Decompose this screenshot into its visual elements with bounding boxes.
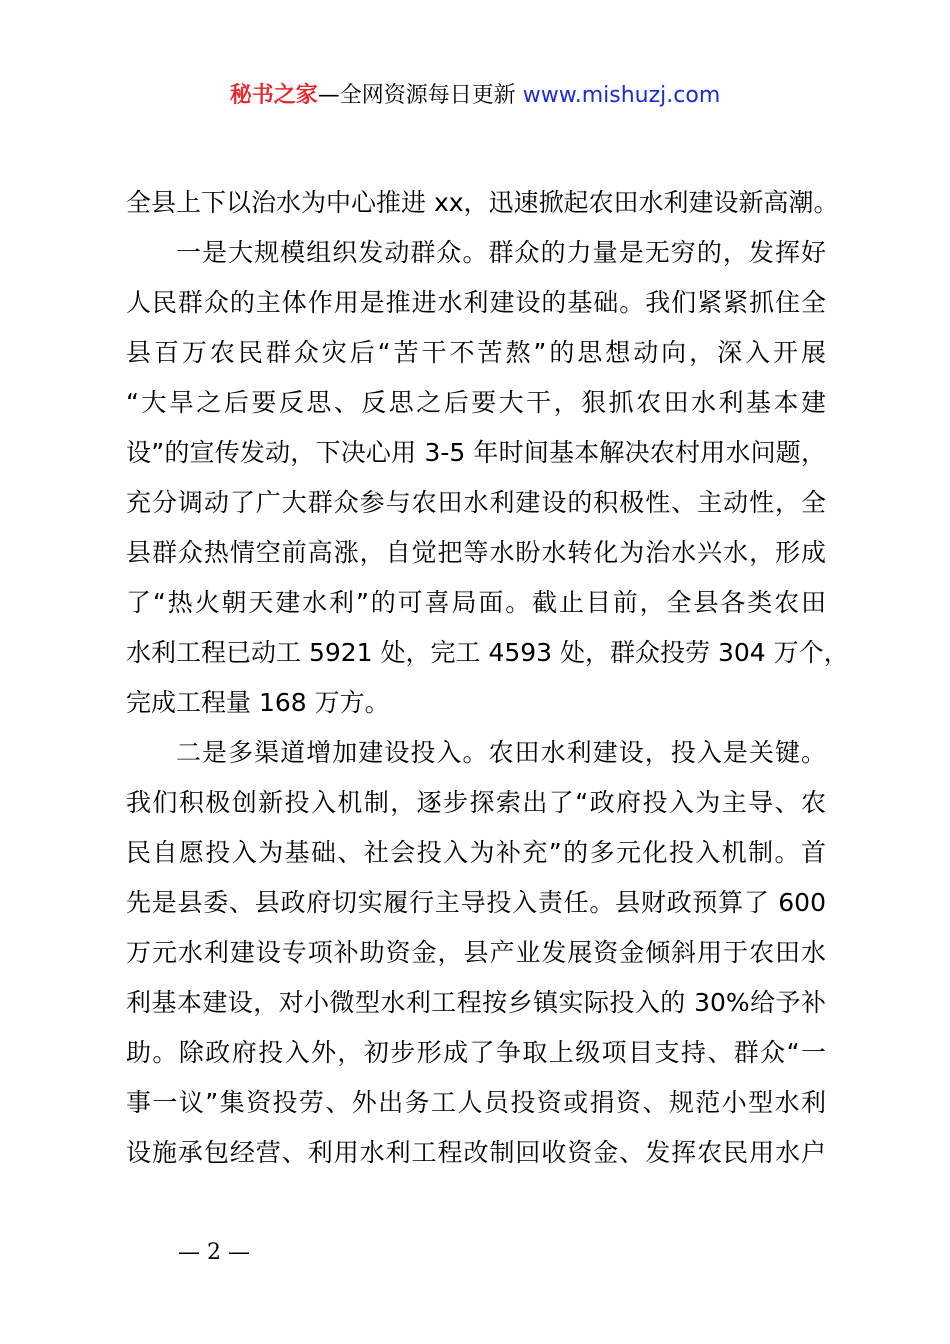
header-tagline: —全网资源每日更新 bbox=[317, 83, 516, 108]
text-line: 设施承包经营、利用水利工程改制回收资金、发挥农民用水户 bbox=[126, 1138, 826, 1167]
text-line: 设”的宣传发动，下决心用 3-5 年时间基本解决农村用水问题， bbox=[126, 438, 826, 467]
paragraph-start-line: 一是大规模组织发动群众。群众的力量是无穷的，发挥好 bbox=[176, 238, 826, 267]
text-line: 了“热火朝天建水利”的可喜局面。截止目前，全县各类农田 bbox=[126, 588, 826, 617]
paragraph-end-line: 完成工程量 168 万方。 bbox=[126, 688, 390, 717]
text-line: 充分调动了广大群众参与农田水利建设的积极性、主动性，全 bbox=[126, 488, 826, 517]
text-line: 水利工程已动工 5921 处，完工 4593 处，群众投劳 304 万个， bbox=[126, 638, 849, 667]
text-line: 我们积极创新投入机制，逐步探索出了“政府投入为主导、农 bbox=[126, 788, 826, 817]
text-line: “大旱之后要反思、反思之后要大干，狠抓农田水利基本建 bbox=[126, 388, 826, 417]
text-line: 先是县委、县政府切实履行主导投入责任。县财政预算了 600 bbox=[126, 888, 826, 917]
text-line: 县群众热情空前高涨，自觉把等水盼水转化为治水兴水，形成 bbox=[126, 538, 826, 567]
brand-name: 秘书之家 bbox=[229, 83, 318, 108]
text-line: 事一议”集资投劳、外出务工人员投资或捐资、规范小型水利 bbox=[126, 1088, 826, 1117]
text-line: 万元水利建设专项补助资金，县产业发展资金倾斜用于农田水 bbox=[126, 938, 826, 967]
text-line: 全县上下以治水为中心推进 xx，迅速掀起农田水利建设新高潮。 bbox=[126, 188, 839, 217]
paragraph-start-line: 二是多渠道增加建设投入。农田水利建设，投入是关键。 bbox=[176, 738, 826, 767]
page-number: — 2 — bbox=[178, 1240, 250, 1265]
text-line: 利基本建设，对小微型水利工程按乡镇实际投入的 30%给予补 bbox=[126, 988, 826, 1017]
text-line: 助。除政府投入外，初步形成了争取上级项目支持、群众“一 bbox=[126, 1038, 826, 1067]
text-line: 县百万农民群众灾后“苦干不苦熬”的思想动向，深入开展 bbox=[126, 338, 826, 367]
site-url[interactable]: www.mishuzj.com bbox=[522, 83, 721, 108]
text-line: 民自愿投入为基础、社会投入为补充”的多元化投入机制。首 bbox=[126, 838, 826, 867]
text-line: 人民群众的主体作用是推进水利建设的基础。我们紧紧抓住全 bbox=[126, 288, 826, 317]
site-header bbox=[0, 80, 950, 112]
document-body bbox=[126, 178, 849, 1178]
